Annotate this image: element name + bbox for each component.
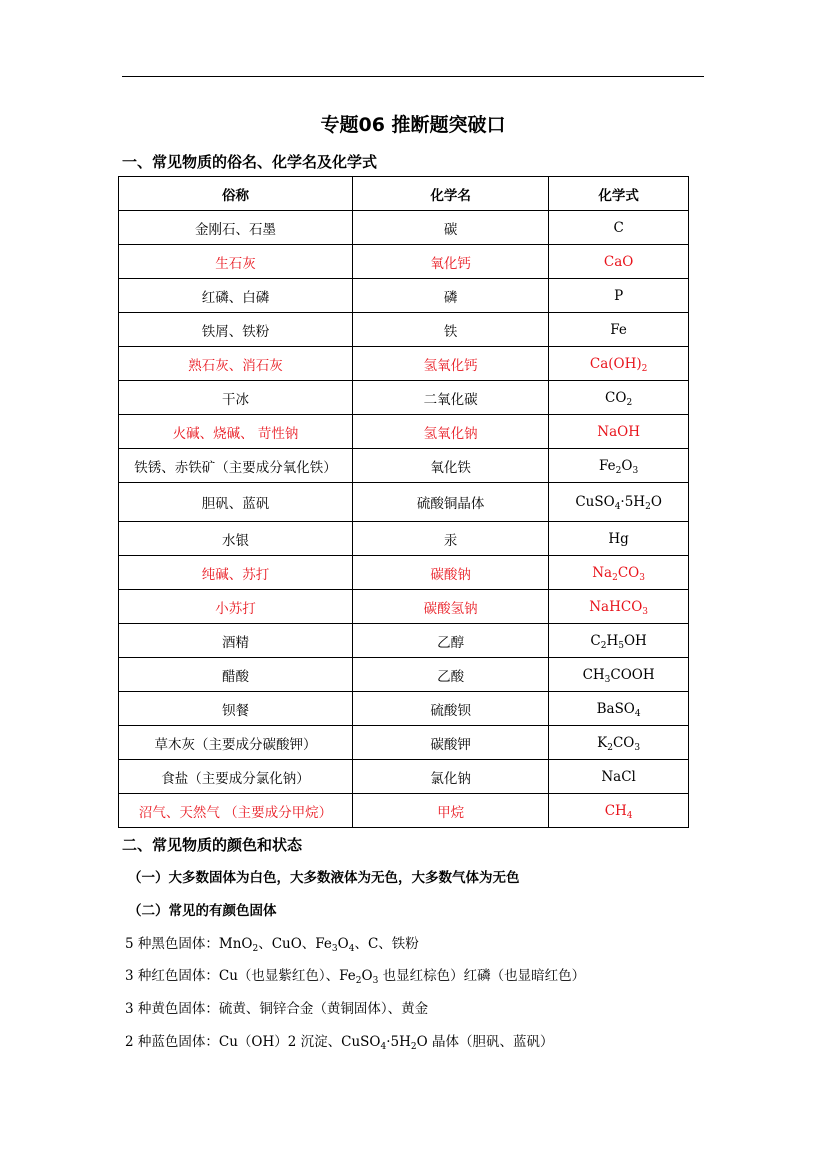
table-row xyxy=(119,449,689,483)
common-name-cell: 水银 xyxy=(119,522,353,556)
chemical-name-cell: 汞 xyxy=(353,522,549,556)
table-row xyxy=(119,415,689,449)
text-segment: Fe xyxy=(610,321,627,338)
table-row xyxy=(119,279,689,313)
chemical-name-cell: 氯化钠 xyxy=(353,760,549,794)
chemical-name-cell: 硫酸钡 xyxy=(353,692,549,726)
section2-heading: 二、常见物质的颜色和状态 xyxy=(122,836,303,854)
formula-cell xyxy=(549,522,689,556)
table-row xyxy=(119,211,689,245)
formula-cell xyxy=(549,692,689,726)
formula-cell xyxy=(549,658,689,692)
text-segment: P xyxy=(614,287,624,304)
subscript: 2 xyxy=(612,572,618,583)
text-segment: 3 种红色固体：Cu（也显紫红色）、Fe xyxy=(125,968,356,984)
chemical-name-cell: 氢氧化钙 xyxy=(353,347,549,381)
subheading-1: （一）大多数固体为白色，大多数液体为无色，大多数气体为无色 xyxy=(128,870,520,886)
subscript: 4 xyxy=(626,810,633,821)
header-formula: 化学式 xyxy=(549,177,689,211)
formula-cell xyxy=(549,211,689,245)
formula-cell xyxy=(549,279,689,313)
text-segment: ·5H xyxy=(386,1034,411,1050)
text-segment: O 晶体（胆矾、蓝矾） xyxy=(416,1034,554,1050)
common-name-cell: 铁屑、铁粉 xyxy=(119,313,353,347)
formula-cell xyxy=(549,624,689,658)
formula-cell xyxy=(549,449,689,483)
subscript: 4 xyxy=(614,502,621,512)
text-segment: K xyxy=(597,734,608,751)
text-segment: 3 种黄色固体：硫黄、铜锌合金（黄铜固体）、黄金 xyxy=(125,1001,429,1017)
text-segment: 、CuO、Fe xyxy=(258,936,332,952)
subscript: 2 xyxy=(607,742,613,753)
common-name-cell: 钡餐 xyxy=(119,692,353,726)
text-segment: ·5H xyxy=(620,494,646,510)
table-row xyxy=(119,590,689,624)
text-segment: COOH xyxy=(610,666,655,683)
chemical-name-cell: 铁 xyxy=(353,313,549,347)
table-row xyxy=(119,522,689,556)
table-row xyxy=(119,483,689,522)
text-segment: C xyxy=(613,219,624,236)
common-name-cell: 食盐（主要成分氯化钠） xyxy=(119,760,353,794)
common-name-cell: 熟石灰、消石灰 xyxy=(119,347,353,381)
chemical-name-cell: 磷 xyxy=(353,279,549,313)
common-name-cell: 铁锈、赤铁矿（主要成分氧化铁） xyxy=(119,449,353,483)
subscript: 2 xyxy=(410,1042,417,1052)
common-name-cell: 纯碱、苏打 xyxy=(119,556,353,590)
formula-cell xyxy=(549,794,689,828)
text-segment: NaOH xyxy=(597,423,640,440)
formula-cell xyxy=(549,556,689,590)
chemical-name-cell: 氧化铁 xyxy=(353,449,549,483)
text-segment: CuSO xyxy=(575,494,615,510)
text-segment: O xyxy=(621,457,633,474)
subscript: 2 xyxy=(252,944,259,954)
chemical-name-cell: 乙酸 xyxy=(353,658,549,692)
text-segment: Fe xyxy=(599,457,616,474)
subscript: 3 xyxy=(634,742,641,753)
subscript: 3 xyxy=(642,606,648,617)
text-segment: NaHCO xyxy=(589,598,643,615)
subscript: 2 xyxy=(600,640,607,651)
subscript: 3 xyxy=(604,674,611,685)
text-segment: 、C、铁粉 xyxy=(354,936,419,952)
text-segment: 也显红棕色）红磷（也显暗红色） xyxy=(378,968,586,984)
table-row xyxy=(119,624,689,658)
formula-cell xyxy=(549,483,689,522)
text-segment: NaCl xyxy=(601,768,636,785)
names-table xyxy=(118,176,689,828)
header-common-name: 俗称 xyxy=(119,177,353,211)
text-segment: Na xyxy=(592,564,613,581)
formula-cell xyxy=(549,245,689,279)
subscript: 5 xyxy=(618,640,624,651)
common-name-cell: 火碱、烧碱、 苛性钠 xyxy=(119,415,353,449)
text-segment: C xyxy=(590,632,601,649)
subscript: 2 xyxy=(641,363,648,374)
formula-cell xyxy=(549,726,689,760)
subscript: 2 xyxy=(626,397,633,408)
chemical-name-cell: 碳酸钠 xyxy=(353,556,549,590)
section1-heading: 一、常见物质的俗名、化学名及化学式 xyxy=(122,153,378,171)
yellow-solids-line xyxy=(125,997,428,1017)
subscript: 4 xyxy=(380,1042,387,1052)
red-solids-line xyxy=(125,964,585,984)
table-row xyxy=(119,726,689,760)
chemical-name-cell: 碳酸钾 xyxy=(353,726,549,760)
formula-cell xyxy=(549,415,689,449)
text-segment: OH xyxy=(623,632,647,649)
common-name-cell: 小苏打 xyxy=(119,590,353,624)
table-row xyxy=(119,692,689,726)
table-row xyxy=(119,381,689,415)
table-row xyxy=(119,760,689,794)
text-segment: CO xyxy=(612,734,635,751)
subscript: 2 xyxy=(355,976,362,986)
table-row xyxy=(119,794,689,828)
text-segment: H xyxy=(606,632,619,649)
common-name-cell: 金刚石、石墨 xyxy=(119,211,353,245)
chemical-name-cell: 甲烷 xyxy=(353,794,549,828)
text-segment: CaO xyxy=(603,253,634,270)
formula-cell xyxy=(549,760,689,794)
subscript: 3 xyxy=(639,572,645,583)
chemical-name-cell: 碳 xyxy=(353,211,549,245)
text-segment: BaSO xyxy=(596,700,635,717)
subscript: 3 xyxy=(331,944,338,954)
table-row xyxy=(119,556,689,590)
text-segment: Hg xyxy=(608,530,629,547)
formula-cell xyxy=(549,347,689,381)
table-row xyxy=(119,313,689,347)
subscript: 4 xyxy=(348,944,355,954)
subscript: 4 xyxy=(634,708,641,719)
blue-solids-line xyxy=(125,1030,553,1050)
subheading-2: （二）常见的有颜色固体 xyxy=(128,903,277,919)
text-segment: Ca(OH) xyxy=(589,355,642,372)
formula-cell xyxy=(549,381,689,415)
table-row xyxy=(119,658,689,692)
text-segment: CO xyxy=(605,389,627,406)
table-header-row xyxy=(119,177,689,211)
chemical-name-cell: 碳酸氢钠 xyxy=(353,590,549,624)
formula-cell xyxy=(549,313,689,347)
text-segment: CO xyxy=(617,564,640,581)
header-chemical-name: 化学名 xyxy=(353,177,549,211)
text-segment: 5 种黑色固体：MnO xyxy=(125,936,253,952)
text-segment: CH xyxy=(582,666,605,683)
black-solids-line xyxy=(125,932,419,952)
common-name-cell: 醋酸 xyxy=(119,658,353,692)
subscript: 3 xyxy=(632,465,639,476)
text-segment: CH xyxy=(604,802,627,819)
chemical-name-cell: 硫酸铜晶体 xyxy=(353,483,549,522)
chemical-name-cell: 乙醇 xyxy=(353,624,549,658)
common-name-cell: 草木灰（主要成分碳酸钾） xyxy=(119,726,353,760)
text-segment: O xyxy=(337,936,349,952)
common-name-cell: 胆矾、蓝矾 xyxy=(119,483,353,522)
text-segment: O xyxy=(650,494,662,510)
common-name-cell: 红磷、白磷 xyxy=(119,279,353,313)
common-name-cell: 沼气、天然气 （主要成分甲烷） xyxy=(119,794,353,828)
page-title: 专题06 推断题突破口 xyxy=(320,114,506,136)
text-segment: O xyxy=(361,968,373,984)
chemical-name-cell: 二氧化碳 xyxy=(353,381,549,415)
subscript: 2 xyxy=(645,502,651,512)
common-name-cell: 干冰 xyxy=(119,381,353,415)
common-name-cell: 酒精 xyxy=(119,624,353,658)
common-name-cell: 生石灰 xyxy=(119,245,353,279)
formula-cell xyxy=(549,590,689,624)
subscript: 2 xyxy=(615,465,622,476)
table-row xyxy=(119,245,689,279)
header-rule xyxy=(122,76,704,77)
chemical-name-cell: 氢氧化钠 xyxy=(353,415,549,449)
text-segment: 2 种蓝色固体：Cu（OH）2 沉淀、CuSO xyxy=(125,1034,381,1050)
subscript: 3 xyxy=(372,976,379,986)
chemical-name-cell: 氧化钙 xyxy=(353,245,549,279)
table-row xyxy=(119,347,689,381)
